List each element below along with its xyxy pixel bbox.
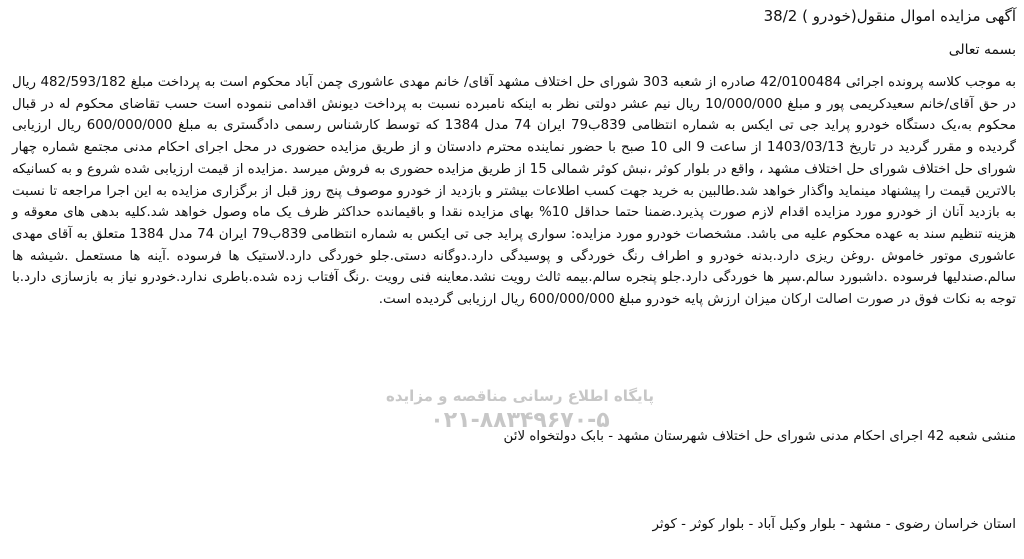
watermark-title: پایگاه اطلاع رسانی مناقصه و مزایده [386, 387, 654, 405]
watermark-phone: ۰۲۱-۸۸۳۴۹۶۷۰-۵ [430, 408, 610, 433]
notice-salutation: بسمه تعالی [948, 42, 1016, 58]
notice-title: آگهی مزایده اموال منقول(خودرو ) 38/2 [763, 7, 1016, 25]
notice-signature: منشی شعبه 42 اجرای احکام مدنی شورای حل اختلاف شهرستان مشهد - بابک دولتخواه لائن [503, 429, 1016, 444]
notice-address: استان خراسان رضوی - مشهد - بلوار وکیل آباد - بلوار کوثر - کوثر [652, 517, 1016, 532]
notice-body: به موجب کلاسه پرونده اجرائی 42/0100484 صادره از شعبه 303 شورای حل اختلاف مشهد آقای/ خانم مهدی عاشوری چمن آباد محکوم است به پرداخت مبلغ 482/593/182 ریال در حق آقای/خانم سعیدکریمی پور و مبلغ 10/000/000 ریال نیم عشر دولتی نظر به اینکه نامبرده نسبت به پرداخت دیونش اقدامی ننموده است حسب تقاضای محکوم له در قبال محکوم به،یک دستگاه خودرو پراید جی تی ایکس به شماره انتظامی 839ب79 ایران 74 مدل 1384 که توسط کارشناس رسمی دادگستری به مبلغ 600/000/000 ریال ارزیابی گردیده و مقرر گردید در تاریخ 1403/03/13 از ساعت 9 الی 10 صبح با حضور نماینده محترم دادستان و از طریق مزایده حضوری در محل اجرای احکام مدنی مجتمع شماره چهار شورای حل اختلاف شورای حل اختلاف مشهد ، واقع در بلوار کوثر ،نبش کوثر شمالی 15 از طریق مزایده حضوری به فروش میرسد .مزایده از قیمت ارزیابی شده شروع و به کسانیکه بالاترین قیمت را پیشنهاد مینماید واگذار خواهد شد.طالبین به خرید جهت کسب اطلاعات بیشتر و بازدید از خودرو موصوف پنج روز قبل از برگزاری مزایده به این اجرا مراجعه تا نسبت به بازدید آنان از خودرو مورد مزایده اقدام لازم صورت پذیرد.ضمنا حتما حداقل 10% بهای مزایده نقدا و باقیمانده حداکثر ظرف یک ماه وصول خواهد شد.کلیه بدهی های معوقه و هزینه تنظیم سند به عهده محکوم علیه می باشد. مشخصات خودرو مورد مزایده: سواری پراید جی تی ایکس به شماره انتظامی 839ب79 ایران 74 مدل 1384 متعلق به آقای مهدی عاشوری موتور خاموش .روغن ریزی دارد.بدنه خودرو و اطراف رنگ خوردگی و پوسیدگی دارد.دوگانه دستی.جلو خوردگی دارد.لاستیک ها فرسوده .آینه ها مستعمل .شیشه ها سالم.صندلیها فرسوده .داشبورد سالم.سپر ها خوردگی دارد.جلو پنجره سالم.بیمه ثالث رویت نشد.معاینه فنی رویت .رنگ آفتاب زده شده.باطری ندارد.خودرو نیاز به بازسازی دارد.با توجه به نکات فوق در صورت اصالت ارکان میزان ارزش پایه خودرو مبلغ 600/000/000 ریال ارزیابی گردیده است. [12, 75, 1016, 308]
